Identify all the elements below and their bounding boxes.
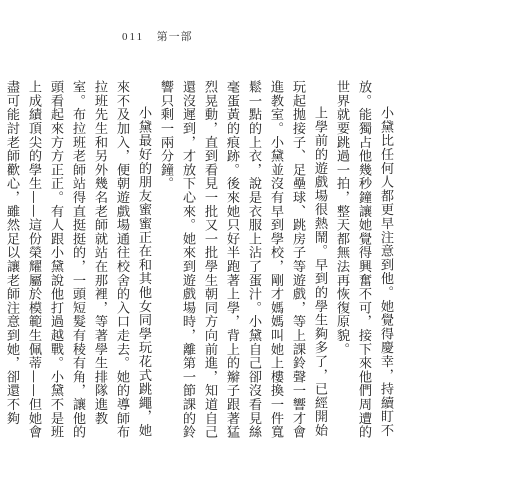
paragraph-2: 上學前的遊戲場很熱鬧。早到的學生夠多了，已經開始玩起拋接子、足壘球、跳房子等遊戲，等上課鈴聲一響才會進教室。小黛並沒有早到學校，剛才媽媽叫她上樓換一件寬鬆一點的上衣，說是衣服上沾了蛋汁。小黛自己卻沒看見絲毫蛋黃的痕跡。後來她只好半跑著上學，背上的辮子跟著猛烈晃動，直到看見一批又一批學生朝同方向前進，知道自己還沒遲到，才放下心來。她來到遊戲場時，離第一節課的鈴響只剩一兩分鐘。 bbox=[158, 80, 327, 439]
paragraph-1: 小黛比任何人都更早注意到他。她覺得慶幸，持續盯不放。能獨占他幾秒鐘讓她覺得興奮不可，接下來他們周遭的世界就要跳過一拍，整天都無法再恢復原貌。 bbox=[334, 80, 393, 439]
paragraph-3: 小黛最好的朋友蜜蜜正在和其他女同學玩花式跳繩，她來不及加入，便朝遊戲場通往校舍的入口走去。她的導師布拉班先生和另外幾名老師就站在那裡，等著學生排隊進教室。布拉班老師站得直挺挺的，一頭短髮有稜有角，讓他的頭看起來方方正正。有人跟小黛說他打過越戰。小黛不是班上成績頂尖的學生——這份榮耀屬於模範生佩蒂——但她會盡可能討老師歡心，雖然足以讓老師注意到她，卻還不夠 bbox=[4, 80, 151, 439]
vertical-body-text bbox=[0, 80, 396, 440]
chapter-title: 第一部 bbox=[156, 30, 193, 43]
page-number: 011 bbox=[122, 31, 145, 43]
running-header bbox=[122, 28, 193, 44]
